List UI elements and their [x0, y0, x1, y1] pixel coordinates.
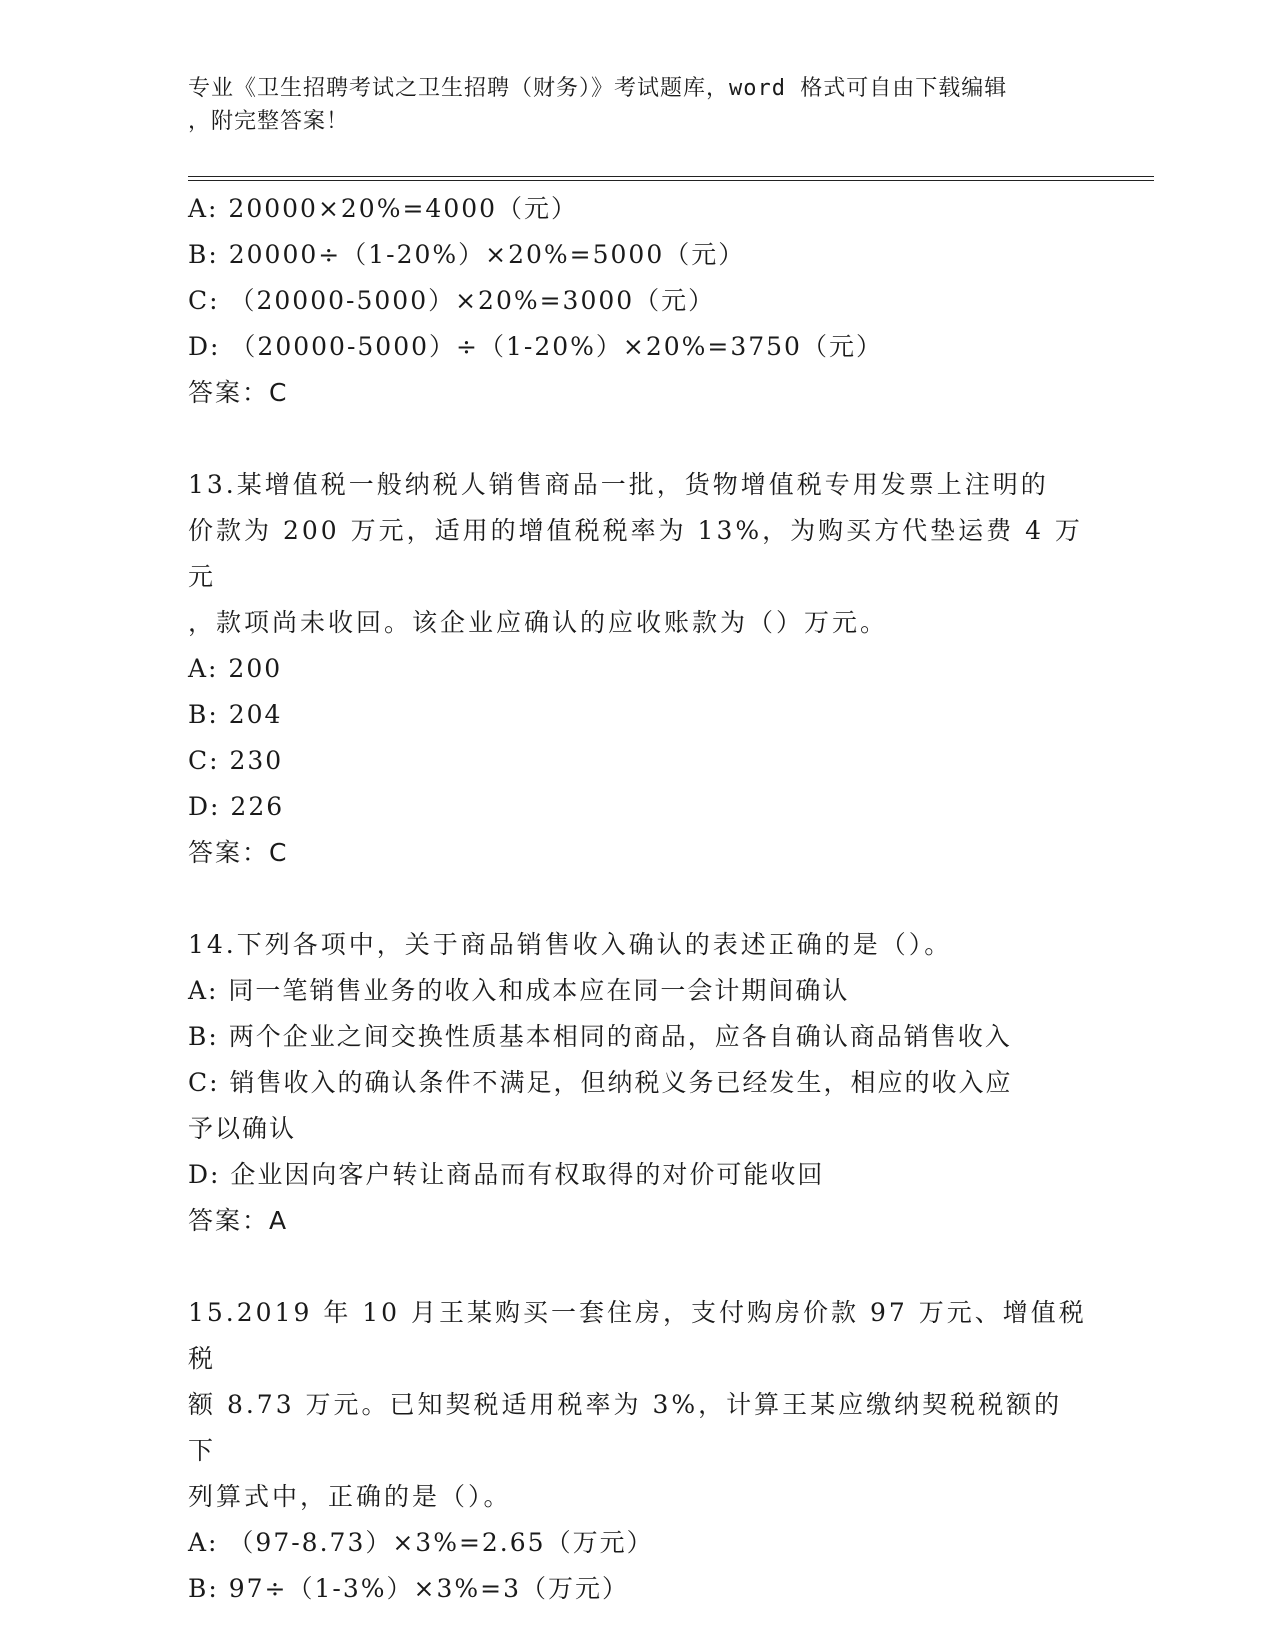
option-d: D: 企业因向客户转让商品而有权取得的对价可能收回 [188, 1160, 825, 1189]
question-list [188, 186, 1088, 1612]
page-header [188, 72, 1088, 138]
header-divider-top [188, 176, 1154, 177]
question-stem-line: 13.某增值税一般纳税人销售商品一批，货物增值税专用发票上注明的 [188, 470, 1049, 499]
option-c: C: （20000-5000）×20%=3000（元） [188, 286, 716, 315]
question-stem-line: 列算式中，正确的是（）。 [188, 1482, 512, 1511]
header-divider-bottom [188, 180, 1154, 181]
question-13 [188, 462, 1088, 876]
option-d: D: （20000-5000）÷（1-20%）×20%=3750（元） [188, 332, 883, 361]
option-b: B: 两个企业之间交换性质基本相同的商品，应各自确认商品销售收入 [188, 1022, 1012, 1051]
option-a: A: 200 [188, 654, 283, 683]
question-12 [188, 186, 1088, 416]
question-stem-line: 价款为 200 万元，适用的增值税税率为 13%，为购买方代垫运费 4 万元 [188, 516, 1083, 591]
option-c: C: 销售收入的确认条件不满足，但纳税义务已经发生，相应的收入应 [188, 1068, 1013, 1097]
option-b: B: 97÷（1-3%）×3%=3（万元） [188, 1574, 629, 1603]
option-d: D: 226 [188, 792, 285, 821]
option-b: B: 204 [188, 700, 283, 729]
answer: 答案：C [188, 378, 289, 407]
option-c-continued: 予以确认 [188, 1114, 297, 1143]
option-c: C: 230 [188, 746, 284, 775]
option-a: A: （97-8.73）×3%=2.65（万元） [188, 1528, 654, 1557]
question-stem-line: 15.2019 年 10 月王某购买一套住房，支付购房价款 97 万元、增值税税 [188, 1298, 1087, 1373]
option-b: B: 20000÷（1-20%）×20%=5000（元） [188, 240, 746, 269]
option-a: A: 同一笔销售业务的收入和成本应在同一会计期间确认 [188, 976, 850, 1005]
question-stem-line: ，款项尚未收回。该企业应确认的应收账款为（）万元。 [188, 608, 889, 637]
answer: 答案：A [188, 1206, 289, 1235]
header-line-2: ，附完整答案！ [188, 109, 350, 134]
header-line-1: 专业《卫生招聘考试之卫生招聘（财务）》考试题库，word 格式可自由下载编辑 [188, 76, 1008, 101]
question-15 [188, 1290, 1088, 1612]
question-stem-line: 额 8.73 万元。已知契税适用税率为 3%，计算王某应缴纳契税税额的下 [188, 1390, 1063, 1465]
answer: 答案：C [188, 838, 289, 867]
question-stem-line: 14.下列各项中，关于商品销售收入确认的表述正确的是（）。 [188, 930, 953, 959]
question-14 [188, 922, 1088, 1244]
option-a: A: 20000×20%=4000（元） [188, 194, 579, 223]
